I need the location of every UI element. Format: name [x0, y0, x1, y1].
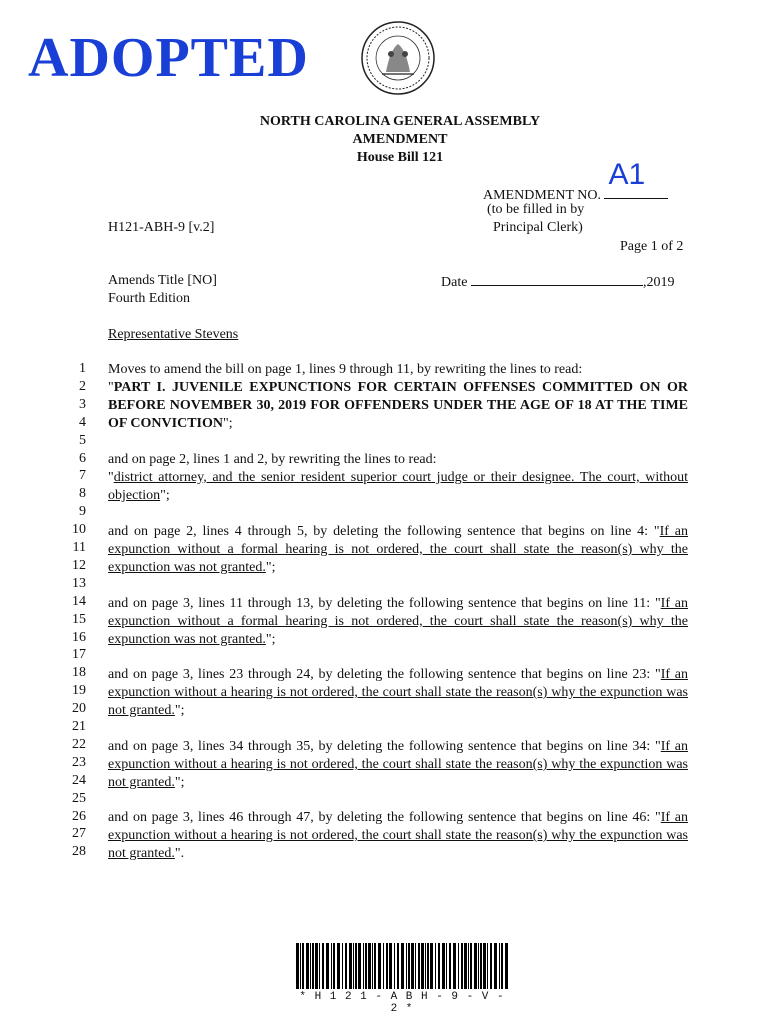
- line-number: 23: [72, 754, 86, 770]
- barcode-bar: [333, 943, 335, 989]
- line-number: 21: [72, 719, 86, 734]
- line-number: 14: [72, 593, 86, 609]
- barcode-bar: [302, 943, 304, 989]
- barcode-bar: [494, 943, 497, 989]
- barcode-bar: [349, 943, 352, 989]
- line-number: 1: [79, 361, 86, 376]
- p4-underlined: If an expunction without a formal hearing is not ordered, the court shall state the reason(s) why the expunction was not granted.: [108, 596, 688, 647]
- paragraph-4: [108, 595, 688, 649]
- line-number: 24: [72, 772, 86, 788]
- barcode-bar: [483, 943, 486, 989]
- barcode-bar: [464, 943, 467, 989]
- p7-underlined: If an expunction without a hearing is not ordered, the court shall state the reason(s) why the expunction was not granted.: [108, 810, 688, 861]
- barcode-bar: [499, 943, 500, 989]
- header-bill: House Bill 121: [356, 150, 444, 165]
- barcode-bar: [374, 943, 376, 989]
- barcode-bar: [315, 943, 318, 989]
- barcode: [296, 943, 508, 989]
- p1-bold: PART I. JUVENILE EXPUNCTIONS FOR CERTAIN OFFENSES COMMITTED ON OR BEFORE NOVEMBER 30, 2019 FOR OFFENDERS UNDER THE AGE OF 18 AT THE TIME OF CONVICTION: [108, 380, 688, 431]
- barcode-bar: [353, 943, 354, 989]
- barcode-bar: [312, 943, 314, 989]
- barcode-bar: [337, 943, 340, 989]
- barcode-bar: [415, 943, 416, 989]
- p2-quote: ": [108, 470, 114, 485]
- barcode-bar: [378, 943, 381, 989]
- p3-underlined: If an expunction without a formal hearing is not ordered, the court shall state the reason(s) why the expunction was not granted.: [108, 524, 688, 575]
- line-number: 8: [79, 486, 86, 502]
- line-number: 25: [72, 790, 86, 806]
- line-number: 17: [72, 647, 86, 663]
- line-number: 12: [72, 557, 86, 573]
- line-number: 10: [72, 522, 86, 538]
- amendment-note-2: Principal Clerk): [493, 220, 583, 235]
- paragraph-2: [108, 451, 688, 505]
- barcode-bar: [306, 943, 309, 989]
- barcode-bar: [383, 943, 384, 989]
- line-number: 20: [72, 701, 86, 717]
- barcode-bar: [425, 943, 426, 989]
- barcode-bar: [319, 943, 320, 989]
- barcode-bar: [363, 943, 364, 989]
- barcode-bar: [458, 943, 459, 989]
- line-number: 26: [72, 808, 86, 824]
- barcode-bar: [446, 943, 447, 989]
- representative: Representative Stevens: [108, 327, 239, 342]
- p4-intro: and on page 3, lines 11 through 13, by deleting the following sentence that begins on line 11: ": [108, 596, 661, 611]
- paragraph-3: [108, 523, 688, 577]
- bill-id: H121-ABH-9 [v.2]: [108, 220, 215, 235]
- p6-intro: and on page 3, lines 34 through 35, by deleting the following sentence that begins on line 34: ": [108, 739, 661, 754]
- amendment-number-field: [604, 158, 668, 199]
- amendment-number: A1: [608, 158, 646, 191]
- date-row: [441, 273, 674, 291]
- p2-intro: and on page 2, lines 1 and 2, by rewriting the lines to read:: [108, 452, 437, 467]
- barcode-bar: [453, 943, 456, 989]
- barcode-bar: [430, 943, 433, 989]
- line-number: 18: [72, 665, 86, 681]
- header-amendment: AMENDMENT: [352, 132, 448, 147]
- barcode-bar: [478, 943, 479, 989]
- barcode-text: * H 1 2 1 - A B H - 9 - V - 2 *: [299, 991, 505, 1015]
- amends-title: Amends Title [NO]: [108, 273, 217, 288]
- paragraph-5: [108, 666, 688, 720]
- edition: Fourth Edition: [108, 291, 191, 306]
- line-number: 16: [72, 629, 86, 645]
- barcode-bar: [505, 943, 508, 989]
- line-number: 2: [79, 378, 86, 394]
- date-field: [471, 273, 643, 286]
- line-number: 5: [79, 432, 86, 448]
- line-number: 11: [72, 540, 86, 555]
- header-assembly: NORTH CAROLINA GENERAL ASSEMBLY: [259, 114, 541, 129]
- barcode-bar: [435, 943, 436, 989]
- p5-intro: and on page 3, lines 23 through 24, by deleting the following sentence that begins on line 23: ": [108, 667, 661, 682]
- barcode-bar: [326, 943, 329, 989]
- barcode-bar: [418, 943, 420, 989]
- amendment-note-1: (to be filled in by: [487, 202, 585, 217]
- amendment-label: AMENDMENT NO.: [483, 188, 601, 203]
- barcode-bar: [421, 943, 424, 989]
- barcode-bar: [345, 943, 347, 989]
- barcode-bar: [480, 943, 482, 989]
- p4-end: ";: [265, 632, 276, 647]
- p6-end: ";: [174, 775, 185, 790]
- p3-end: ";: [265, 560, 276, 575]
- amendment-number-row: [483, 158, 668, 204]
- p5-end: ";: [174, 703, 185, 718]
- line-number: 15: [72, 611, 86, 627]
- p1-end: ";: [223, 416, 233, 431]
- adopted-stamp: ADOPTED: [28, 27, 309, 89]
- p5-underlined: If an expunction without a hearing is not ordered, the court shall state the reason(s) why the expunction was not granted.: [108, 667, 688, 718]
- barcode-bar: [322, 943, 324, 989]
- line-number: 22: [72, 736, 86, 752]
- line-number: 6: [79, 450, 86, 466]
- p6-underlined: If an expunction without a hearing is not ordered, the court shall state the reason(s) why the expunction was not granted.: [108, 739, 688, 790]
- barcode-bar: [438, 943, 440, 989]
- barcode-bar: [310, 943, 311, 989]
- barcode-bar: [411, 943, 414, 989]
- paragraph-7: [108, 809, 688, 863]
- barcode-bar: [296, 943, 299, 989]
- barcode-bar: [368, 943, 371, 989]
- page-indicator: Page 1 of 2: [620, 239, 684, 254]
- barcode-bar: [501, 943, 503, 989]
- barcode-bar: [449, 943, 451, 989]
- line-number: 13: [72, 575, 86, 591]
- state-seal-icon: [360, 20, 436, 96]
- p1-intro: Moves to amend the bill on page 1, lines 9 through 11, by rewriting the lines to read:: [108, 362, 583, 377]
- barcode-bar: [365, 943, 367, 989]
- barcode-bar: [300, 943, 301, 989]
- barcode-bar: [394, 943, 395, 989]
- p2-underlined: district attorney, and the senior resident superior court judge or their designee. The court, without objection: [108, 470, 688, 503]
- barcode-bar: [487, 943, 488, 989]
- line-number: 4: [79, 414, 86, 430]
- barcode-bar: [386, 943, 388, 989]
- barcode-bar: [461, 943, 463, 989]
- barcode-bar: [397, 943, 399, 989]
- p2-end: ";: [160, 488, 170, 503]
- barcode-bar: [468, 943, 469, 989]
- barcode-bar: [331, 943, 332, 989]
- barcode-bar: [408, 943, 410, 989]
- barcode-bar: [372, 943, 373, 989]
- line-number: 27: [72, 826, 86, 842]
- barcode-bar: [442, 943, 445, 989]
- barcode-bar: [490, 943, 492, 989]
- barcode-bar: [474, 943, 477, 989]
- paragraph-1: [108, 361, 688, 433]
- barcode-bar: [389, 943, 392, 989]
- p7-intro: and on page 3, lines 46 through 47, by deleting the following sentence that begins on line 46: ": [108, 810, 661, 825]
- paragraph-6: [108, 738, 688, 792]
- p7-end: ".: [174, 846, 185, 861]
- barcode-bar: [427, 943, 429, 989]
- line-number: 9: [79, 504, 86, 520]
- line-number: 7: [79, 468, 86, 484]
- date-year: ,2019: [642, 275, 675, 290]
- barcode-bar: [470, 943, 472, 989]
- line-number: 19: [72, 683, 86, 699]
- line-number: 28: [72, 844, 86, 860]
- date-label: Date: [441, 275, 468, 290]
- barcode-bar: [355, 943, 357, 989]
- p3-intro: and on page 2, lines 4 through 5, by deleting the following sentence that begins on line 4: ": [108, 524, 660, 539]
- barcode-bar: [342, 943, 343, 989]
- barcode-bar: [358, 943, 361, 989]
- line-number: 3: [79, 396, 86, 412]
- barcode-bar: [401, 943, 404, 989]
- barcode-bar: [406, 943, 407, 989]
- p1-quote: ": [108, 380, 114, 395]
